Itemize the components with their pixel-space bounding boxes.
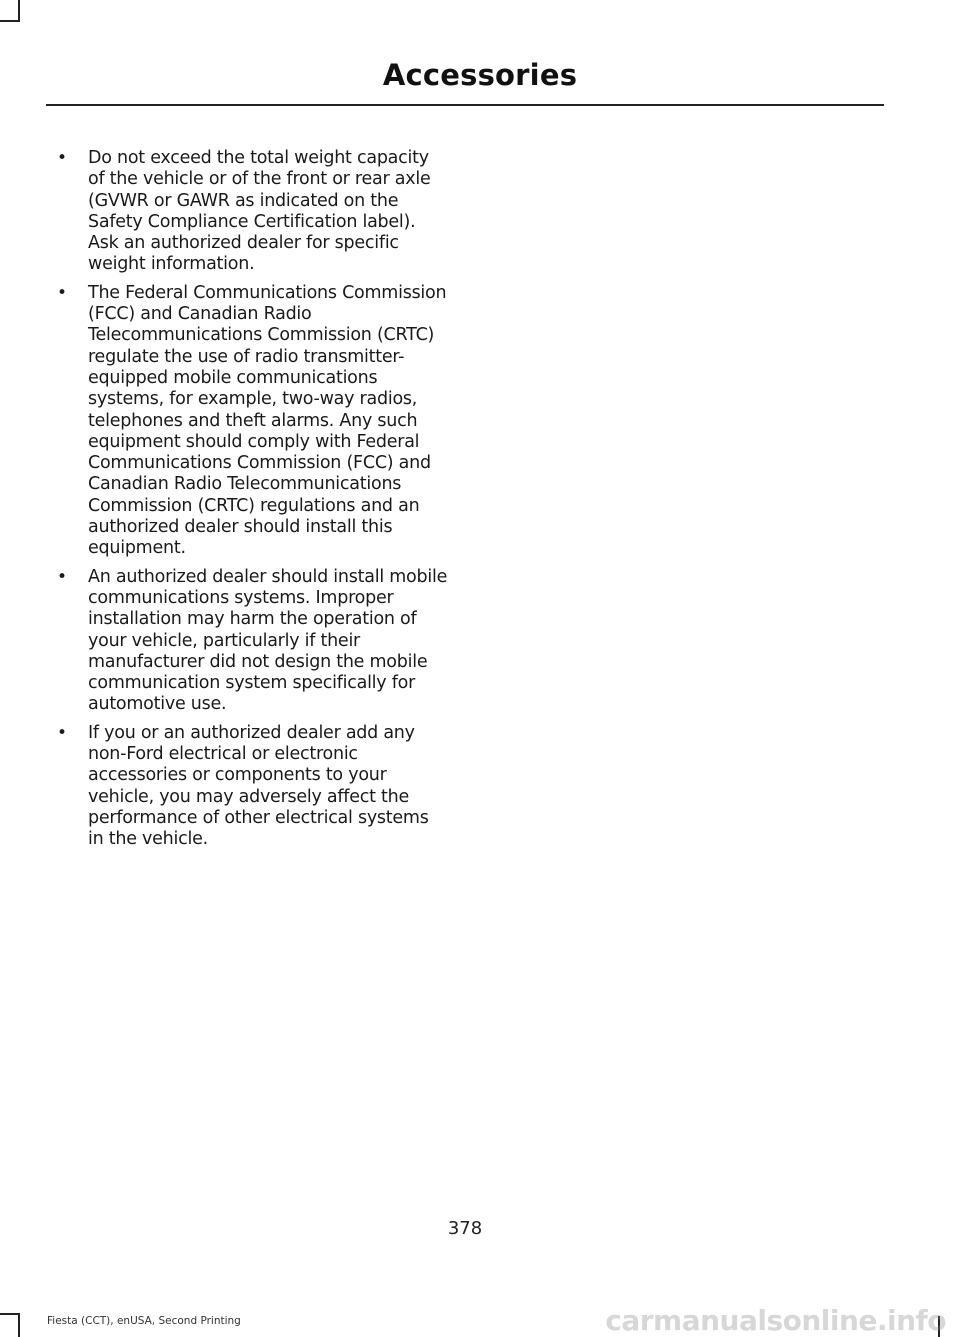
header-divider <box>46 104 884 106</box>
bullet-icon: • <box>57 566 67 587</box>
list-item <box>57 283 449 560</box>
page-content <box>57 148 449 858</box>
list-item <box>57 148 449 276</box>
list-item-text: An authorized dealer should install mobile communications systems. Improper installation may harm the operation of your vehicle, particularly if their manufacturer did not design the mobile communication system specifically for automotive use. <box>88 566 448 715</box>
bullet-icon: • <box>57 148 67 168</box>
chapter-title: Accessories <box>382 58 578 92</box>
list-item <box>57 567 449 716</box>
list-item-text: The Federal Communications Commission (FCC) and Canadian Radio Telecommunications Commission (CRTC) regulate the use of radio transmitter-equipped mobile communications systems, for example, two-way radios, telephones and theft alarms. Any such equipment should comply with Federal Communications Commission (FCC) and Canadian Radio Telecommunications Commission (CRTC) regulations and an authorized dealer should install this equipment. <box>88 282 447 559</box>
bullet-list <box>57 148 449 851</box>
crop-mark <box>0 1313 20 1315</box>
watermark-link[interactable]: carmanualsonline.info <box>605 1304 946 1337</box>
list-item <box>57 723 449 851</box>
bullet-icon: • <box>57 722 67 743</box>
list-item-text: Do not exceed the total weight capacity of the vehicle or of the front or rear axle (GVWR or GAWR as indicated on the Safety Compliance Certification label). Ask an authorized dealer for specific weight information. <box>88 148 431 275</box>
crop-mark <box>18 0 20 22</box>
crop-mark <box>0 20 20 22</box>
list-item-text: If you or an authorized dealer add any non-Ford electrical or electronic accessories or components to your vehicle, you may adversely affect the performance of other electrical systems in the vehicle. <box>88 722 429 850</box>
edition-info: Fiesta (CCT), enUSA, Second Printing <box>47 1315 241 1327</box>
page-number: 378 <box>447 1218 483 1239</box>
bullet-icon: • <box>57 282 67 303</box>
crop-mark <box>18 1313 20 1337</box>
